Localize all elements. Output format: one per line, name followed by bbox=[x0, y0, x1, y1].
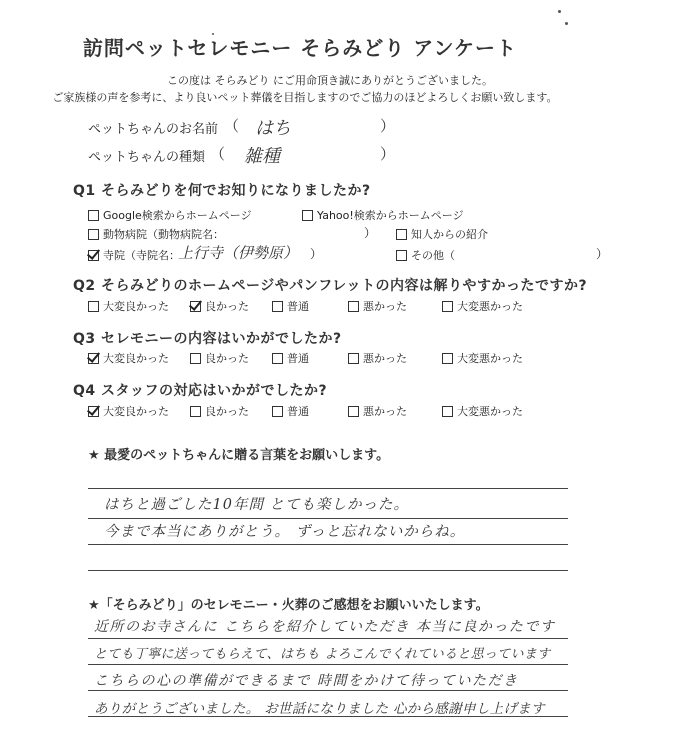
checkbox-icon[interactable] bbox=[190, 353, 201, 364]
message-line[interactable]: 今まで本当にありがとう。 ずっと忘れないからね。 bbox=[104, 524, 466, 540]
q2-option-normal[interactable]: 普通 bbox=[272, 298, 309, 314]
pet-name-label: ペットちゃんのお名前 bbox=[88, 122, 219, 137]
checkbox-icon[interactable] bbox=[272, 301, 283, 312]
message-rule bbox=[88, 488, 568, 489]
impression-rule bbox=[88, 638, 568, 639]
q3-option-bad[interactable]: 悪かった bbox=[348, 350, 407, 366]
q1-option-google[interactable]: Google検索からホームページ bbox=[88, 207, 252, 223]
checkbox-icon[interactable] bbox=[348, 301, 359, 312]
q3-question: Q3 セレモニーの内容はいかがでしたか? bbox=[73, 331, 342, 347]
checkbox-icon[interactable] bbox=[190, 406, 201, 417]
intro-line-1: この度は そらみどり にご用命頂き誠にありがとうございました。 bbox=[167, 74, 493, 87]
q1-temple-name[interactable]: 上行寺（伊勢原） bbox=[178, 244, 299, 262]
q1-option-friend[interactable]: 知人からの紹介 bbox=[396, 226, 488, 242]
q1-question: Q1 そらみどりを何でお知りになりましたか? bbox=[73, 183, 371, 199]
q4-option-bad[interactable]: 悪かった bbox=[348, 403, 407, 419]
checkbox-icon[interactable] bbox=[88, 210, 99, 221]
pet-type-paren-open: （ bbox=[210, 145, 226, 163]
checkbox-icon[interactable] bbox=[396, 250, 407, 261]
impression-rule bbox=[88, 664, 568, 665]
pet-type-label: ペットちゃんの種類 bbox=[88, 150, 206, 165]
checkbox-icon[interactable] bbox=[396, 229, 407, 240]
intro-line-2: ご家族様の声を参考に、より良いペット葬儀を目指しますのでご協力のほどよろしくお願い致します。 bbox=[52, 91, 558, 104]
pet-name-paren-open: （ bbox=[224, 117, 240, 135]
checkbox-icon[interactable] bbox=[302, 210, 313, 221]
q3-option-very-good[interactable]: 大変良かった bbox=[88, 350, 169, 366]
checkbox-icon[interactable] bbox=[442, 353, 453, 364]
pet-name-paren-close: ） bbox=[380, 117, 396, 135]
q2-option-bad[interactable]: 悪かった bbox=[348, 298, 407, 314]
checkbox-icon[interactable] bbox=[442, 406, 453, 417]
q3-option-very-bad[interactable]: 大変悪かった bbox=[442, 350, 523, 366]
q1-temple-paren-close: ） bbox=[310, 247, 323, 261]
q1-hospital-paren-close: ） bbox=[364, 226, 377, 240]
checkbox-icon[interactable] bbox=[88, 301, 99, 312]
impression-line[interactable]: こちらの心の準備ができるまで 時間をかけて待っていただき bbox=[94, 673, 519, 689]
checkbox-checked-icon[interactable] bbox=[88, 250, 99, 261]
impression-line[interactable]: とても丁寧に送ってもらえて、はちも よろこんでくれていると思っています bbox=[94, 647, 551, 662]
message-rule bbox=[88, 570, 568, 571]
checkbox-icon[interactable] bbox=[348, 353, 359, 364]
q1-option-yahoo[interactable]: Yahoo!検索からホームページ bbox=[302, 207, 464, 223]
q3-option-normal[interactable]: 普通 bbox=[272, 350, 309, 366]
q4-question: Q4 スタッフの対応はいかがでしたか? bbox=[73, 383, 328, 399]
checkbox-icon[interactable] bbox=[272, 406, 283, 417]
checkbox-icon[interactable] bbox=[442, 301, 453, 312]
q4-option-very-bad[interactable]: 大変悪かった bbox=[442, 403, 523, 419]
impression-rule bbox=[88, 690, 568, 691]
scan-speck bbox=[565, 22, 568, 25]
checkbox-icon[interactable] bbox=[348, 406, 359, 417]
message-heading: ★ 最愛のペットちゃんに贈る言葉をお願いします。 bbox=[88, 448, 390, 463]
q1-option-other[interactable]: その他（ bbox=[396, 247, 455, 263]
q4-option-very-good[interactable]: 大変良かった bbox=[88, 403, 169, 419]
q1-option-hospital[interactable]: 動物病院（動物病院名： bbox=[88, 226, 224, 242]
message-rule bbox=[88, 518, 568, 519]
impression-line[interactable]: ありがとうございました。 お世話になりました 心から感謝申し上げます bbox=[94, 701, 545, 717]
scan-speck bbox=[558, 10, 561, 13]
impression-heading: ★「そらみどり」のセレモニー・火葬のご感想をお願いいたします。 bbox=[88, 598, 489, 613]
q2-option-very-good[interactable]: 大変良かった bbox=[88, 298, 169, 314]
q2-question: Q2 そらみどりのホームページやパンフレットの内容は解りやすかったですか? bbox=[73, 278, 588, 294]
checkbox-checked-icon[interactable] bbox=[190, 301, 201, 312]
checkbox-icon[interactable] bbox=[272, 353, 283, 364]
q2-option-good[interactable]: 良かった bbox=[190, 298, 249, 314]
pet-type-value[interactable]: 雑種 bbox=[244, 146, 280, 167]
page-title: 訪問ペットセレモニー そらみどり アンケート bbox=[82, 36, 518, 60]
checkbox-checked-icon[interactable] bbox=[88, 406, 99, 417]
pet-name-value[interactable]: はち bbox=[255, 118, 291, 139]
q1-option-temple[interactable]: 寺院（寺院名： bbox=[88, 247, 180, 263]
q4-option-normal[interactable]: 普通 bbox=[272, 403, 309, 419]
q1-other-paren-close: ） bbox=[596, 247, 609, 261]
checkbox-icon[interactable] bbox=[88, 229, 99, 240]
message-rule bbox=[88, 544, 568, 545]
pet-type-paren-close: ） bbox=[380, 145, 396, 163]
q2-option-very-bad[interactable]: 大変悪かった bbox=[442, 298, 523, 314]
impression-line[interactable]: 近所のお寺さんに こちらを紹介していただき 本当に良かったです bbox=[94, 619, 556, 635]
q4-option-good[interactable]: 良かった bbox=[190, 403, 249, 419]
q3-option-good[interactable]: 良かった bbox=[190, 350, 249, 366]
message-line[interactable]: はちと過ごした10年間 とても楽しかった。 bbox=[104, 497, 410, 513]
checkbox-checked-icon[interactable] bbox=[88, 353, 99, 364]
